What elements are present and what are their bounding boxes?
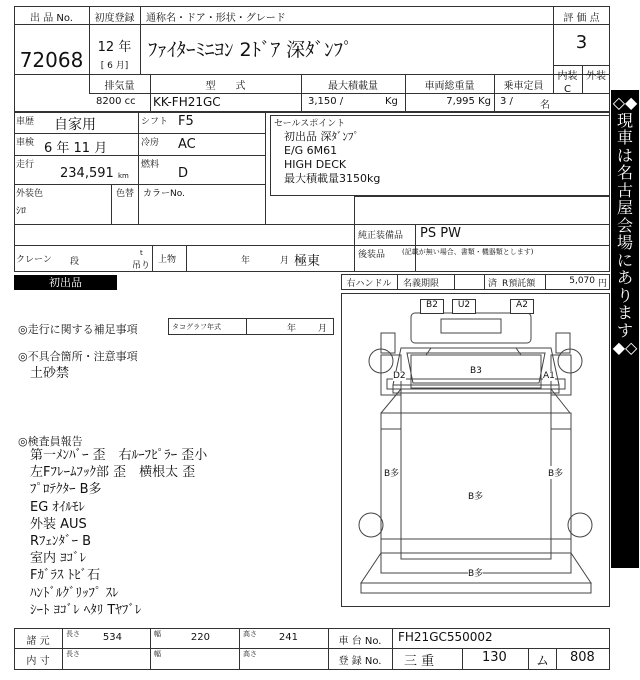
sales-point-line: E/G 6M61 — [284, 144, 338, 157]
right-handle-label: 右ハンドル — [346, 279, 392, 289]
history-label: 車歴 — [16, 117, 35, 127]
mileage-label: 走行 — [16, 160, 35, 170]
driving-notes-title: ◎走行に関する補足事項 — [18, 323, 138, 336]
shift-label: シフト — [141, 117, 169, 127]
plate-kana: ム — [536, 654, 550, 669]
max-load-label: 最大積載量 — [328, 81, 378, 92]
height-label: 高さ — [243, 630, 257, 638]
plate-label: 登 録 No. — [338, 656, 382, 667]
cab-roof — [411, 313, 531, 343]
inspection-label: 車検 — [16, 138, 35, 148]
inspector-line: 第一ﾒﾝﾊﾞｰ 歪 右ﾙｰﾌﾋﾟﾗｰ 歪小 — [30, 448, 208, 463]
plate-number: 808 — [570, 650, 595, 665]
inspector-line: Fｶﾞﾗｽ ﾄﾋﾞ石 — [30, 568, 101, 584]
inner-height-label: 高さ — [243, 650, 257, 658]
ac-value: AC — [178, 137, 196, 152]
inner-width-label: 幅 — [154, 650, 161, 658]
capacity-unit: 名 — [540, 100, 550, 111]
deck-side-left — [381, 413, 401, 553]
inspector-line: 外装 AUS — [30, 516, 87, 532]
dimensions-label: 諸 元 — [26, 636, 50, 647]
mileage-unit: km — [118, 172, 129, 180]
plate-region: 三 重 — [404, 654, 435, 669]
upper-month: 月 — [280, 256, 290, 266]
chassis-number: FH21GC550002 — [398, 630, 493, 644]
grade-label: 評 価 点 — [563, 13, 600, 24]
ext-color-value: ｼﾛ — [16, 206, 26, 217]
rear-wheel-left — [359, 513, 383, 537]
sunvisor — [441, 319, 501, 333]
sales-point-line: HIGH DECK — [284, 158, 347, 171]
crane-hang: 吊り — [132, 261, 151, 271]
max-load-value: 3,150 / — [308, 96, 344, 107]
inspector-line: ﾊﾝﾄﾞﾙｸﾞﾘｯﾌﾟ ｽﾚ — [30, 585, 119, 601]
obligation-done: 済 — [488, 279, 498, 289]
tachograph-year: 年 — [287, 324, 297, 334]
model-label: 型 式 — [205, 81, 246, 92]
deck-side-right — [551, 413, 571, 553]
interior-grade-value: C — [564, 84, 571, 95]
damage-mark: B2 — [420, 299, 444, 314]
r-deposit-value: 5,070 — [569, 276, 595, 286]
defect-item: 土砂禁 — [30, 366, 70, 381]
tachograph-month: 月 — [318, 324, 328, 334]
first-listing-badge — [14, 275, 117, 290]
sales-point-lines — [284, 130, 380, 186]
inspector-title: ◎検査員報告 — [18, 435, 83, 448]
gross-weight-label: 車両総重量 — [424, 81, 475, 92]
crane-label: クレーン — [16, 255, 52, 265]
width-value: 220 — [190, 632, 210, 643]
damage-mark: B多 — [468, 489, 483, 502]
car-name: ﾌｧｲﾀｰﾐﾆﾖﾝ 2ﾄﾞｱ 深ﾀﾞﾝﾌﾟ — [148, 39, 353, 61]
inspector-line: ﾌﾟﾛﾃｸﾀｰ B多 — [30, 482, 102, 498]
r-deposit-unit: 円 — [598, 279, 608, 289]
r-deposit-label: R預託額 — [502, 279, 536, 289]
car-name-label: 通称名・ドア・形状・グレード — [146, 13, 286, 24]
damage-mark: B多 — [468, 566, 483, 579]
inspection-value: 6 年 11 月 — [44, 141, 108, 156]
sales-point-line: 最大積載量3150kg — [284, 172, 381, 185]
ext-color-label: 外装色 — [16, 189, 44, 199]
history-value: 自家用 — [54, 117, 96, 133]
damage-mark: B3 — [470, 366, 482, 376]
rear-wheel-right — [568, 513, 592, 537]
height-value: 241 — [278, 632, 298, 643]
inspector-line: ｼｰﾄ ﾖｺﾞﾚ ﾍﾀﾘ Tﾔﾌﾞﾚ — [30, 602, 142, 618]
length-label: 長さ — [66, 630, 80, 638]
plate-class: 130 — [482, 650, 507, 665]
first-listing-text: 初出品 — [49, 276, 82, 289]
displacement-label: 排気量 — [104, 81, 135, 92]
crane-t: t — [140, 249, 143, 257]
damage-mark: U2 — [452, 299, 476, 314]
model-value: KK-FH21GC — [153, 95, 221, 109]
ac-label: 冷房 — [141, 138, 160, 148]
mirror-right — [556, 333, 570, 353]
lot-label: 出 品 No. — [30, 13, 73, 24]
sales-point-line: 初出品 深ﾀﾞﾝﾌﾟ — [284, 130, 359, 143]
displacement-value: 8200 cc — [96, 96, 136, 107]
inner-length-label: 長さ — [66, 650, 80, 658]
chassis-label: 車 台 No. — [338, 636, 382, 647]
fuel-label: 燃料 — [141, 160, 160, 170]
fuel-value: D — [178, 166, 189, 181]
color-change-label: 色替 — [116, 189, 135, 199]
crane-stage: 段 — [70, 257, 80, 267]
inspector-line: Rﾌｪﾝﾀﾞｰ B — [30, 534, 92, 550]
genuine-equipment-value: PS PW — [420, 226, 461, 241]
location-banner — [611, 90, 639, 568]
damage-mark: D2 — [393, 371, 406, 381]
rear-bumper — [361, 583, 591, 593]
interior-grade-label: 内装 — [557, 71, 578, 82]
length-value: 534 — [102, 632, 122, 643]
mileage-value: 234,591 — [60, 166, 114, 181]
truck-diagram — [341, 293, 610, 607]
aftermarket-label: 後装品 — [358, 250, 386, 260]
location-banner-text: ◇◆現車は名古屋会場にあります◆◇ — [612, 93, 638, 357]
inner-dims-label: 内 寸 — [26, 656, 50, 667]
defects-title: ◎不具合箇所・注意事項 — [18, 350, 138, 363]
damage-mark: A2 — [510, 299, 534, 314]
tachograph-label: タコグラフ年式 — [172, 323, 221, 331]
damage-mark: B多 — [384, 466, 399, 479]
mirror-left — [381, 333, 395, 353]
max-load-unit: Kg — [385, 96, 398, 107]
exterior-grade-label: 外装 — [586, 71, 606, 82]
damage-mark: A1 — [543, 371, 555, 381]
first-reg-month: [ 6 月] — [100, 61, 129, 71]
inspector-lines — [30, 447, 207, 619]
cab-upper — [426, 348, 521, 355]
sales-point-label: セールスポイント — [274, 119, 346, 129]
damage-mark: B多 — [548, 466, 563, 479]
genuine-equipment-label: 純正装備品 — [358, 231, 404, 241]
grade-value: 3 — [575, 32, 588, 53]
deck-floor — [401, 389, 551, 559]
gross-weight-value: 7,995 Kg — [446, 96, 491, 107]
uppers-label: 上物 — [158, 255, 177, 265]
inspector-line: 室内 ﾖｺﾞﾚ — [30, 551, 87, 567]
inspector-line: 左Fﾌﾚｰﾑﾌｯｸ部 歪 横根太 歪 — [30, 465, 196, 481]
lot-number: 72068 — [19, 48, 84, 72]
capacity-label: 乗車定員 — [503, 81, 544, 92]
capacity-value: 3 / — [500, 96, 513, 107]
shift-value: F5 — [178, 114, 194, 129]
obligation-label: 名義期限 — [403, 279, 440, 289]
first-reg-year: 12 年 — [97, 40, 132, 55]
upper-year: 年 — [241, 256, 251, 266]
inspector-line: EG ｵｲﾙﾓﾚ — [30, 499, 85, 515]
width-label: 幅 — [154, 630, 161, 638]
first-reg-label: 初度登録 — [94, 13, 135, 24]
aftermarket-note: (記載が無い場合、書類・機器類とします) — [402, 248, 534, 256]
color-no-label: カラーNo. — [143, 189, 185, 199]
upper-maker: 極東 — [294, 254, 321, 269]
